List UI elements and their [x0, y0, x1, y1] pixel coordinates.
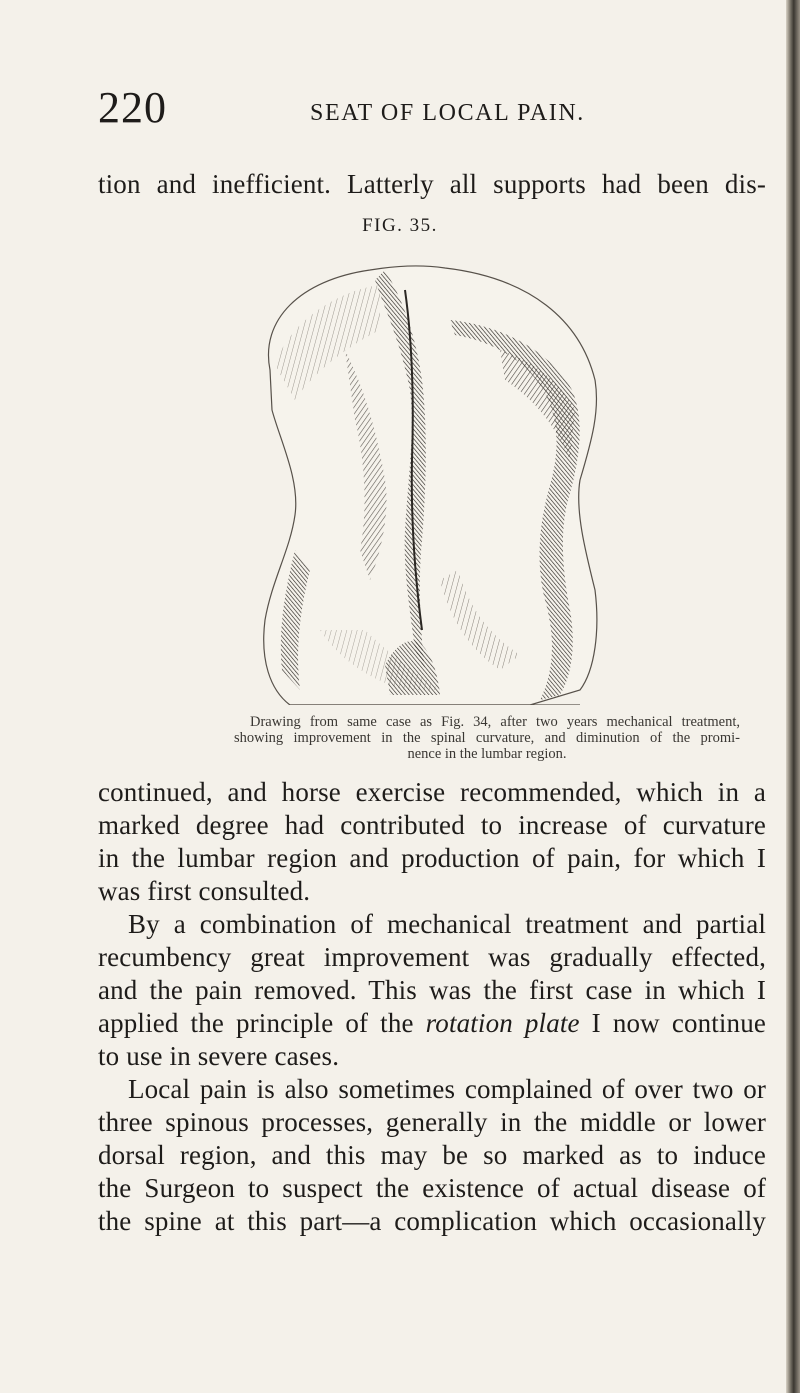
figure-illustration	[200, 250, 630, 705]
body-line: the Surgeon to suspect the existence of actual disease of	[98, 1173, 766, 1203]
torso-drawing	[200, 250, 630, 705]
body-italic-term: rotation plate	[425, 1008, 580, 1038]
body-line: marked degree had contributed to increase of curvature	[98, 810, 766, 840]
body-text: I now continue	[579, 1008, 766, 1038]
body-line: Local pain is also sometimes complained of over two or	[128, 1074, 766, 1104]
caption-line-3: nence in the lumbar region.	[407, 746, 567, 762]
body-line: three spinous processes, generally in the middle or lower	[98, 1107, 766, 1137]
running-title: SEAT OF LOCAL PAIN.	[310, 100, 585, 126]
page-number: 220	[98, 83, 167, 132]
body-line: continued, and horse exercise recommended, which in a	[98, 777, 766, 807]
body-line: recumbency great improvement was gradually effected,	[98, 942, 766, 972]
running-head	[98, 83, 760, 146]
body-line-top: tion and inefficient. Latterly all supports had been dis-	[98, 169, 766, 199]
body-line: and the pain removed. This was the first case in which I	[98, 975, 766, 1005]
body-line-italic	[98, 1007, 766, 1039]
body-line: was first consulted.	[98, 876, 311, 906]
body-line: in the lumbar region and production of pain, for which I	[98, 843, 766, 873]
body-line: dorsal region, and this may be so marked as to induce	[98, 1140, 766, 1170]
body-line: By a combination of mechanical treatment and partial	[128, 909, 766, 939]
figure-label: FIG. 35.	[362, 215, 438, 236]
figure-caption	[234, 714, 740, 762]
caption-line-2: showing improvement in the spinal curvature, and diminution of the promi-	[234, 730, 740, 746]
body-text: applied the principle of the	[98, 1008, 426, 1038]
page-binding-edge	[786, 0, 800, 1393]
body-line: the spine at this part—a complication which occasionally	[98, 1206, 766, 1236]
body-line: to use in severe cases.	[98, 1041, 340, 1071]
caption-line-1: Drawing from same case as Fig. 34, after two years mechanical treatment,	[250, 714, 740, 730]
